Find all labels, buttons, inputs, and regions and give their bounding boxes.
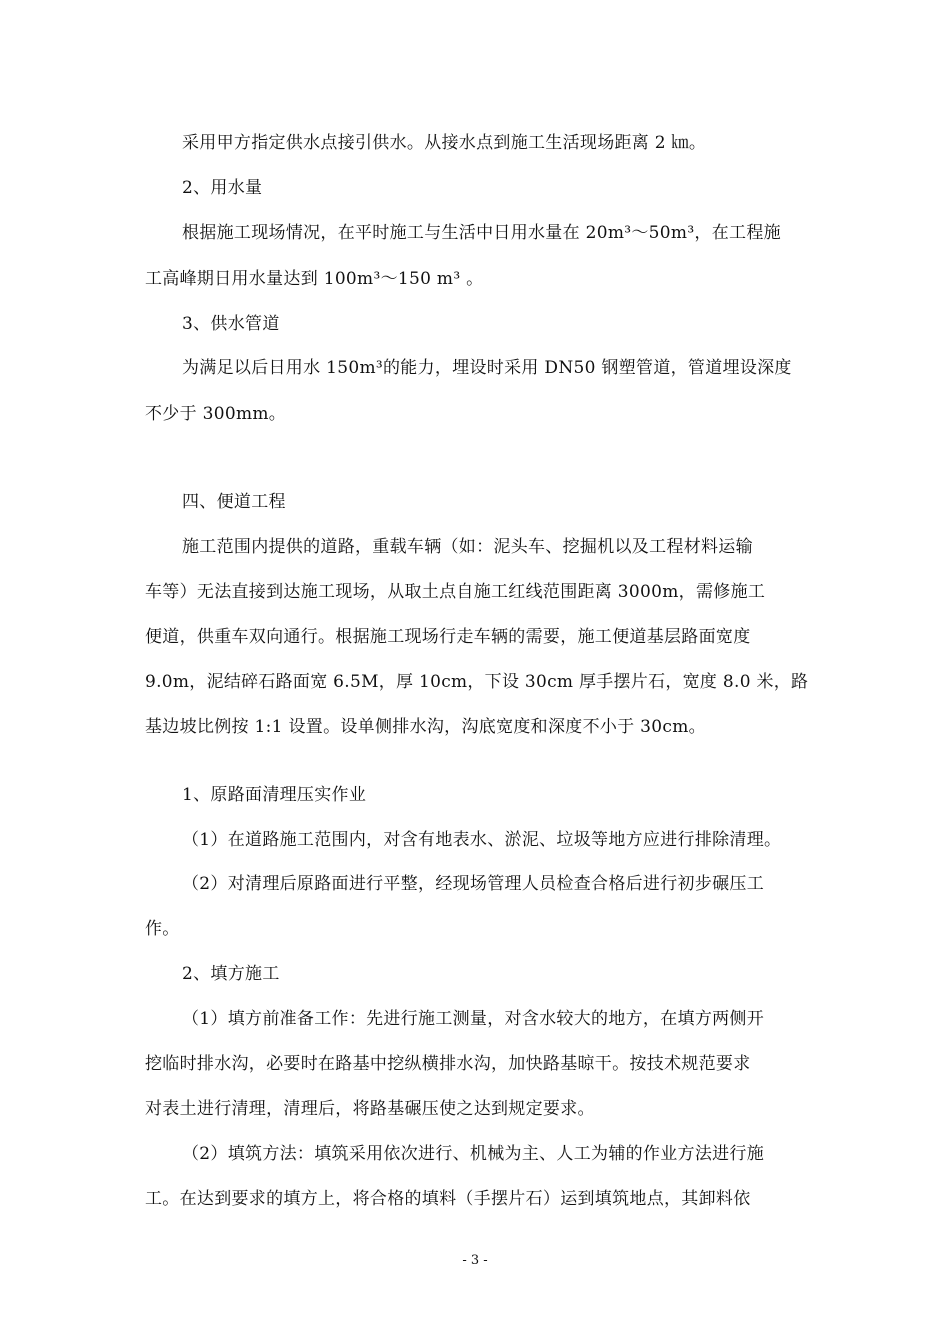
paragraph-line: 便道，供重车双向通行。根据施工现场行走车辆的需要，施工便道基层路面宽度 <box>145 627 751 647</box>
paragraph-line: （1）在道路施工范围内，对含有地表水、淤泥、垃圾等地方应进行排除清理。 <box>182 830 782 850</box>
paragraph-line: （1）填方前准备工作：先进行施工测量，对含水较大的地方，在填方两侧开 <box>182 1009 765 1029</box>
section-heading: 2、用水量 <box>182 178 263 198</box>
paragraph-line: （2）对清理后原路面进行平整，经现场管理人员检查合格后进行初步碾压工 <box>182 874 765 894</box>
section-heading: 1、原路面清理压实作业 <box>182 785 367 805</box>
paragraph-line: 9.0m，泥结碎石路面宽 6.5M，厚 10cm，下设 30cm 厚手摆片石，宽度 8.0 米，路 <box>145 672 809 692</box>
page-number: - 3 - <box>462 1253 488 1268</box>
paragraph-line: 挖临时排水沟，必要时在路基中挖纵横排水沟，加快路基晾干。按技术规范要求 <box>145 1054 751 1074</box>
paragraph-line: 为满足以后日用水 150m³的能力，埋设时采用 DN50 钢塑管道，管道埋设深度 <box>182 358 792 378</box>
paragraph-line: 对表土进行清理，清理后，将路基碾压使之达到规定要求。 <box>145 1099 595 1119</box>
paragraph-line: 车等）无法直接到达施工现场，从取土点自施工红线范围距离 3000m，需修施工 <box>145 582 766 602</box>
paragraph-line: 根据施工现场情况，在平时施工与生活中日用水量在 20m³～50m³，在工程施 <box>182 223 781 243</box>
paragraph-line: 不少于 300mm。 <box>145 404 287 424</box>
paragraph-line: 施工范围内提供的道路，重载车辆（如：泥头车、挖掘机以及工程材料运输 <box>182 537 753 557</box>
paragraph-line: 采用甲方指定供水点接引供水。从接水点到施工生活现场距离 2 ㎞。 <box>182 133 707 153</box>
paragraph-line: 基边坡比例按 1:1 设置。设单侧排水沟，沟底宽度和深度不小于 30cm。 <box>145 717 706 737</box>
paragraph-line: （2）填筑方法：填筑采用依次进行、机械为主、人工为辅的作业方法进行施 <box>182 1144 765 1164</box>
paragraph-line: 工高峰期日用水量达到 100m³～150 m³ 。 <box>145 269 484 289</box>
section-heading: 3、供水管道 <box>182 314 280 334</box>
paragraph-line: 作。 <box>145 919 180 939</box>
section-heading: 2、填方施工 <box>182 964 280 984</box>
chapter-heading: 四、便道工程 <box>182 492 286 512</box>
paragraph-line: 工。在达到要求的填方上，将合格的填料（手摆片石）运到填筑地点，其卸料依 <box>145 1189 751 1209</box>
